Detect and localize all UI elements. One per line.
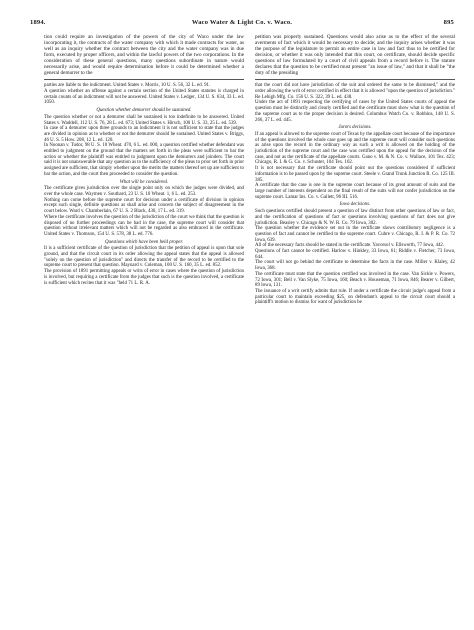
left-column [44,34,244,286]
footnote-paragraph: Such questions certified should present a question of law distinct from other questions of law or fact, and the certification of questions of fact or questions involving questions of fact does not give jurisdiction. Beasley v. Chicago & N. W. R. Co. 79 Iowa, 302. [255,209,455,226]
footnote-paragraph: Where the certificate involves the question of the jurisdiction of the court we think that the question is disposed of no further proceedings can be had in the case, the supreme court will consider that question without irrelevant matters which will not be regarded as also embraced in the certificate. United States v. Thomson, 154 U. S. 578, 38 L. ed. 776. [44,214,244,237]
footnote-paragraph: Questions of fact cannot be certified. Harlow v. Hinkley, 33 Iowa, 61; Riddle v. Fletcher, 73 Iowa, 644. [255,249,455,260]
footnote-paragraph: The question whether the evidence set out in the certificate shows contributory negligence is a question of fact and cannot be certified to the supreme court. Cubre v. Chicago, R. I. & P. R. Co. 72 Iowa, 639. [255,226,455,243]
section-heading: Jurors decisions. [338,125,372,131]
footnote-paragraph: Under the act of 1891 respecting the certifying of cases by the United States courts of appeal the question must be distinctly and clearly certified and the certificate must show what is the question of the supreme court as to the proper decision is desired. Columbus Watch Co. v. Robbins, 148 U. S. 266, 37 L. ed. 445. [255,100,455,123]
section-heading: Questions which have been held proper. [104,239,184,245]
footnote-area [44,83,244,286]
footnote-paragraph: A question whether an offense against a certain section of the United States statutes is charged in certain counts of an indictment will not be answered. United States v. Ledger, 134 U. S. 634, 33 L. ed. 1050. [44,89,244,106]
footnote-paragraph: In case of a demurrer upon three grounds to an indictment it is not sufficient to state that the judges are divided in opinion as to whether or not the demurrer should be sustained. United States v. Briggs, 46 U. S. 5 How. 208, 12 L. ed. 120. [44,126,244,143]
section-heading: Question whether demurrer should be sustained. [96,108,192,114]
footnote-rule [44,79,244,80]
header-running-title: Waco Water & Light Co. v. Waco. [191,19,293,26]
footnote-paragraph: A certificate that the case is one in the supreme court because of its great amount of suits and the large number of interests dependent on the final result of the suits will not confer jurisdiction on the supreme court. Lamar Ins. Co. v. Gallett, 96 III. 516. [255,183,455,200]
footnote-paragraph: The issuance of a writ certify admits that rule. If under a certificate the circuit judge's appeal from a particular court to maintain exceeding $25, on defendant's appeal to the circuit court should a plaintiff's motion to dismiss for want of jurisdiction be [255,288,455,306]
footnote-paragraph: The court will not go behind the certificate to determine the facts in the case. Miller v. Klaley, 42 Iowa, 368. [255,260,455,272]
header-page-number: 895 [443,19,454,26]
running-header [30,19,454,31]
footnote-paragraph: It is not necessary that the certificate should point out the questions considered if sufficient information is to be passed upon by the supreme court. Steele v. Grand Trunk Junction R. Co. 125 III. 385. [255,166,455,183]
section-heading: What will be considered. [119,179,169,185]
footnote-paragraph: All of the necessary facts should be stated in the certificate. Yavorsol v. Ellsworth, 77 Iowa, 442. [255,243,445,249]
header-year: 1894. [30,19,46,26]
body-paragraph: petition was properly sustained. Questions would also arise as to the effect of the several averments of fact which it would be necessary to decide; and the inquiry arises whether it was the purpose of the legislature to permit an entire case in law and fact thus to be certified for decision, or whether it was only intended that this court, on certificate, should decide specific questions of law formulated by a court of civil appeals from a record before it. The statute declares that the question to be certified must present "an issue of law," and that it shall be "the duty of the presiding [255,34,455,77]
footnote-paragraph: parties are liable to the indictment. United States v. Morris, 10 U. S. 56, 32 L. ed. 91. [44,83,211,89]
footnote-paragraph: If an appeal is allowed to the supreme court of Texas by the appellate court because of the importance of the questions involved the whole case goes up and the supreme court will consider such questions as arise upon the record in the ordinary way as such a writ is allowed on the holding of the jurisdiction of the supreme court and the case was certified upon the appeal for the decision of the case, and not as the certificate of the appellate courts. Gano v. M. & N. Co. v. Wallace, 101 Tex. 423; Chicago, R. I. & G. Co. v. Schuster, 104 Tex. 102. [255,131,455,166]
footnote-paragraph: The certificate must state that the question certified was involved in the case. Van Sickle v. Powers, 72 Iowa, 301; Bell v. Van Slyke, 75 Iowa, 160; Beach v. Houseman, 71 Iowa, 846; Bearer v. Gilbert, 89 Iowa, 131. [255,271,455,289]
footnote-area [255,83,455,306]
footnote-rule [255,79,455,80]
footnote-paragraph: It is a sufficient certificate of the question of jurisdiction that the petition of appeal is upon that sole ground, and that the circuit court in its order allowing the appeal states that the appeal is allowed "solely on the question of jurisdiction" and directs the transfer of the record to be certified to the supreme court to present that question. Maynard v. Coleman, 100 U. S. 160, 35 L. ed. 852. [44,246,244,269]
footnote-paragraph: Nothing can come before the supreme court for decision under a certificate of division in opinion except such single, definite questions as shall arise and concern the subject of disagreement in the court below. Ward v. Chamberlain, 67 U. S. 2 Black, 430, 17 L. ed. 319. [44,197,244,215]
footnote-paragraph: The certificate gives jurisdiction over the single point only on which the judges were divided, and over the whole case. Waymen v. Southard, 23 U. S. 10 Wheat. 1, 6 L. ed. 253. [44,186,244,197]
section-heading: Iowa decisions. [339,202,371,208]
body-paragraph: tion could require an investigation of the powers of the city of Waco under the law incorporating it, the contracts of the water company with which it made contracts for water, as well as an inquiry whether the contract between the city and the water company was in due form, executed by proper officers, and within the lawful powers of the two corporations. In the consideration of these general questions, many questions subordinate in nature would necessarily arise, and would require determination before it could be determined whether a general demurrer to the [44,34,244,77]
footnote-paragraph: The question whether or not a demurrer shall be sustained is too indefinite to be answered. United States v. Waddell, 112 U. S. 76, 28 L. ed. 673; United States v. Hirsch, 100 U. S. 33, 25 L. ed. 539. [44,114,244,126]
footnote-paragraph: that the court did not have jurisdiction of the suit and ordered the same to be dismissed," and the order allowing the writ of error certified in effect that it is allowed "upon the question of jurisdiction." Re Lehigh Mfg. Co. 156 U. S. 322, 39 L. ed. 438. [255,83,455,100]
footnote-paragraph: The provision of 1891 permitting appeals or writs of error in cases where the question of jurisdiction is involved, but requiring a certificate from the judges that such is the question involved, a certificate is sufficient which recites that it was "held 71 L. R. A. [44,269,244,286]
right-column [255,34,455,306]
footnote-paragraph: In Noonan v. Tudor, 98 U. S. 10 Wheat. 470, 6 L. ed. 000, a question certified whether defendant was entitled to judgment on the ground that the matters set forth in the pleas were sufficient to bar the action or whether the plaintiff was entitled to judgment upon the demurrers and joinders. The court said it is not unanswerable that any question as to the sufficiency of the pleas to prior set forth in prior assigned are sufficient, that simply whether upon the merits the matters thereof set up are sufficient to bar the action, and the court then proceeded to consider the question. [44,143,244,177]
